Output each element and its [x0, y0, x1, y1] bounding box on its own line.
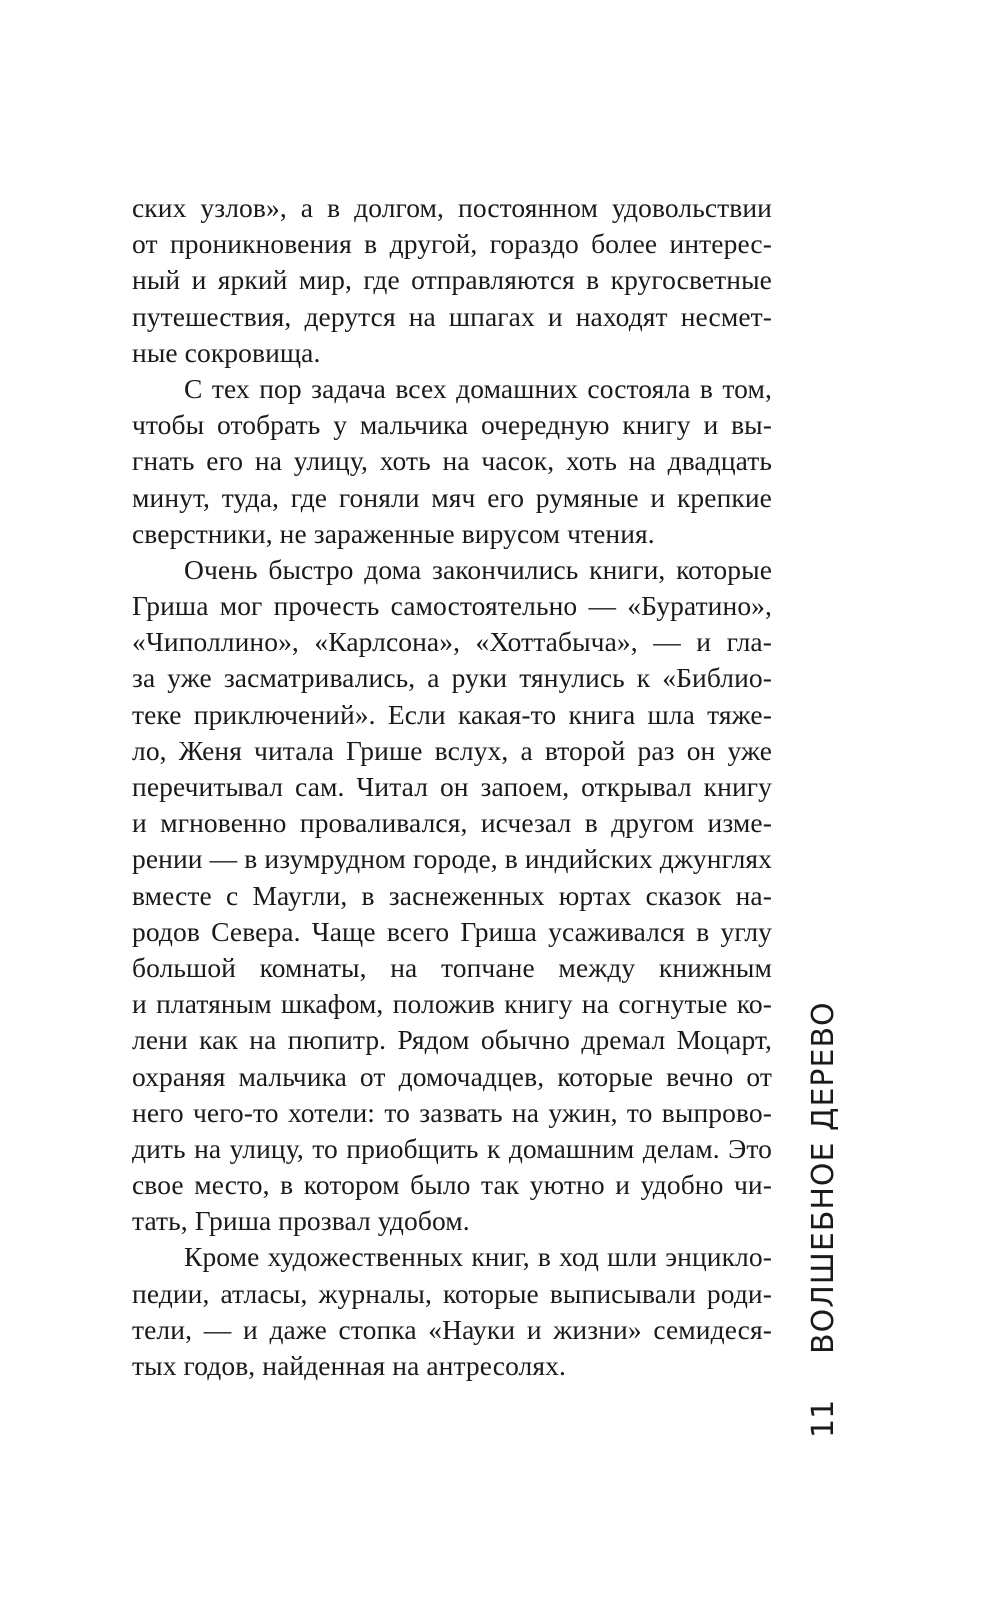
text-line: Очень быстро дома закончились книги, которые	[184, 553, 772, 585]
text-line: него чего-то хотели: то зазвать на ужин, то выпрово-	[132, 1096, 772, 1128]
text-line: лени как на пюпитр. Рядом обычно дремал Моцарт,	[132, 1024, 772, 1056]
text-line: большой комнаты, на топчане между книжным	[132, 951, 772, 983]
text-line: тели, — и даже стопка «Науки и жизни» семидеся-	[132, 1313, 772, 1345]
text-line: Гриша мог прочесть самостоятельно — «Буратино»,	[132, 590, 772, 622]
text-line: рении — в изумрудном городе, в индийских джунглях	[132, 843, 772, 875]
text-line: дить на улицу, то приобщить к домашним делам. Это	[132, 1132, 772, 1164]
text-line: гнать его на улицу, хоть на часок, хоть на двадцать	[132, 445, 772, 477]
text-line: от проникновения в другой, гораздо более интерес-	[132, 228, 772, 260]
text-line: путешествия, дерутся на шпагах и находят несмет-	[132, 300, 772, 332]
text-line: и мгновенно проваливался, исчезал в другом изме-	[132, 807, 772, 839]
text-line: ный и яркий мир, где отправляются в кругосветные	[132, 264, 772, 296]
text-line: перечитывал сам. Читал он запоем, открывал книгу	[132, 771, 772, 802]
text-line: ные сокровища.	[132, 336, 321, 368]
text-line: тать, Гриша прозвал удобом.	[132, 1205, 470, 1237]
text-line: ло, Женя читала Грише вслух, а второй раз он уже	[132, 734, 772, 766]
text-line: родов Севера. Чаще всего Гриша усаживался в углу	[132, 915, 772, 947]
running-title: ВОЛШЕБНОЕ ДЕРЕВО	[806, 1001, 841, 1354]
text-line: охраняя мальчика от домочадцев, которые вечно от	[132, 1060, 772, 1092]
text-line: «Чиполлино», «Карлсона», «Хоттабыча», — и гла-	[132, 626, 772, 658]
text-line: теке приключений». Если какая-то книга шла тяже-	[132, 698, 772, 730]
text-line: свое место, в котором было так уютно и удобно чи-	[132, 1169, 772, 1201]
text-line: ских узлов», а в долгом, постоянном удовольствии	[132, 192, 772, 223]
running-head	[800, 1001, 848, 1444]
text-line: С тех пор задача всех домашних состояла в том,	[184, 372, 772, 404]
text-line: Кроме художественных книг, в ход шли энцикло-	[184, 1241, 772, 1273]
text-line: за уже засматривались, а руки тянулись к «Библио-	[132, 662, 772, 694]
text-line: сверстники, не зараженные вирусом чтения.	[132, 517, 655, 549]
text-line: чтобы отобрать у мальчика очередную книгу и вы-	[132, 409, 772, 441]
text-line: и платяным шкафом, положив книгу на согнутые ко-	[132, 988, 772, 1020]
body-text	[132, 190, 772, 1384]
text-line: тых годов, найденная на антресолях.	[132, 1350, 566, 1381]
text-line: педии, атласы, журналы, которые выписывали роди-	[132, 1277, 772, 1309]
text-line: вместе с Маугли, в заснеженных юртах сказок на-	[132, 879, 772, 911]
page-number: 11	[806, 1399, 841, 1439]
text-line: минут, туда, где гоняли мяч его румяные и крепкие	[132, 481, 772, 513]
